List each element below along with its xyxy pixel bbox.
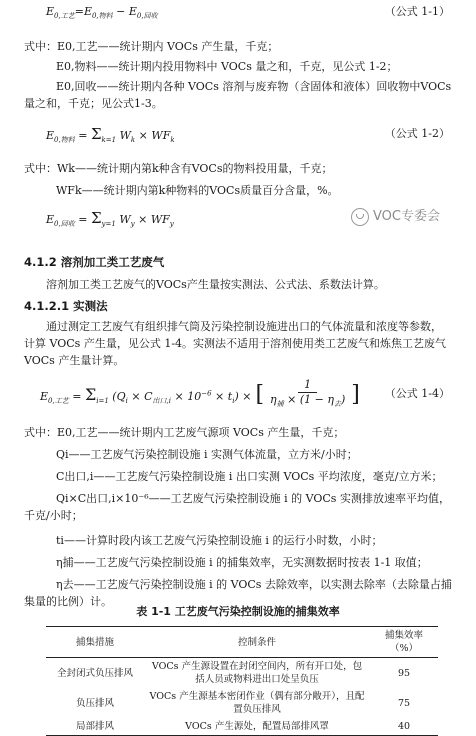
table-row (46, 718, 438, 736)
table-cell: VOCs 产生源处，配置局部排风罩 (144, 718, 370, 736)
table-cell: VOCs 产生源基本密闭作业（偶有部分敞开），且配置负压排风 (149, 691, 365, 715)
formula-1-1-label: （公式 1-1） (384, 5, 450, 18)
watermark-text: VOC专委会 (373, 209, 440, 224)
def-ti: ti——计算时段内该工艺废气污染控制设施 i 的运行小时数，小时； (56, 534, 383, 547)
def-wk: 式中：Wk——统计期内第k种含有VOCs的物料投用量，千克； (24, 162, 333, 175)
fraction-denominator: $\eta_捕 \times (1 - \eta_去)$ (270, 393, 346, 409)
table-cell: 95 (397, 667, 411, 679)
table-cell: VOCs 产生源设置在封闭空间内，所有开口处，包括人员或物料进出口处呈负压 (151, 661, 363, 685)
table-cell: 75 (397, 697, 411, 709)
section-text-4-1-2-1: 通过测定工艺废气有组织排气筒及污染控制设施进出口的气体流量和浓度等参数，计算 VOCs 产生量，见公式 1-4。实测法不适用于溶剂使用类工艺废气和炼焦工艺废气 VOCs 产生量计算。 (24, 320, 447, 367)
table-row (46, 658, 438, 689)
def-qi: Qi——工艺废气污染控制设施 i 实测气体流量，立方米/小时； (56, 448, 358, 461)
def-wfk: WFk——统计期内第k种物料的VOCs质量百分含量，%。 (56, 184, 339, 197)
table-header-efficiency: 捕集效率（%） (370, 627, 438, 658)
table-header-measure: 捕集措施 (46, 627, 144, 658)
def-e0-process: 式中：E0,工艺——统计期内 VOCs 产生量，千克； (24, 40, 279, 53)
table-header-row (46, 627, 438, 658)
formula-1-2: $E_{0,物料} = \Sigma_{k=1}$ $W_k \times WF_k$ (46, 125, 175, 145)
formula-1-1: $E_{0,工艺}=E_{0,物料} - E_{0,回收}$ (46, 5, 158, 21)
capture-efficiency-table (46, 626, 438, 736)
section-heading-4-1-2: 4.1.2 溶剂加工类工艺废气 (24, 255, 165, 269)
table-1-1-title: 表 1-1 工艺废气污染控制设施的捕集效率 (136, 605, 340, 618)
def-emission-rate: Qi×C出口,i×10⁻⁶——工艺废气污染控制设施 i 的 VOCs 实测排放速率平均值，千克/小时； (24, 492, 450, 522)
watermark (351, 208, 440, 227)
formula-1-4-fraction (264, 378, 351, 411)
table-cell: 40 (370, 718, 438, 736)
table-cell: 局部排风 (46, 718, 144, 736)
formula-1-4: $E_{0,工艺} = \Sigma_{i=1}$ $(Q_i \times C_{出口,i} \times 10^{-6} \times t_i)$ × [ $\frac{1}{\eta_捕 \times (1 - \eta_去)}$ ] (40, 378, 360, 411)
table-row (46, 688, 438, 718)
def-e0-material: E0,物料——统计期内投用物料中 VOCs 量之和，千克，见公式 1-2； (56, 60, 398, 73)
def-e0-source: 式中：E0,工艺——统计期内工艺废气源项 VOCs 产生量，千克； (24, 426, 345, 439)
def-e0-recovery: E0,回收——统计期内各种 VOCs 溶剂与废弃物（含固体和液体）回收物中VOCs量之和，千克；见公式1-3。 (24, 80, 452, 110)
table-cell: 全封闭式负压排风 (56, 667, 133, 679)
table-cell: 负压排风 (75, 697, 114, 709)
table-header-condition: 控制条件 (144, 627, 370, 658)
formula-1-3: $E_{0,回收} = \Sigma_{y=1}$ $W_y \times WF_y$ (46, 209, 174, 229)
def-c-outlet: C出口,i——工艺废气污染控制设施 i 出口实测 VOCs 平均浓度，毫克/立方米； (56, 470, 443, 483)
def-eta-capture: η捕——工艺废气污染控制设施 i 的捕集效率，无实测数据时按表 1-1 取值； (56, 556, 428, 569)
def-eta-removal: η去——工艺废气污染控制设施 i 的 VOCs 去除效率，以实测去除率（去除量占捕集量的比例）计。 (24, 578, 452, 608)
fraction-numerator: 1 (298, 378, 317, 393)
section-heading-4-1-2-1: 4.1.2.1 实测法 (24, 299, 108, 313)
wechat-icon (351, 208, 369, 226)
formula-1-4-label: （公式 1-4） (384, 387, 450, 400)
section-text-4-1-2: 溶剂加工类工艺废气的VOCs产生量按实测法、公式法、系数法计算。 (46, 278, 385, 291)
formula-1-2-label: （公式 1-2） (384, 127, 450, 140)
